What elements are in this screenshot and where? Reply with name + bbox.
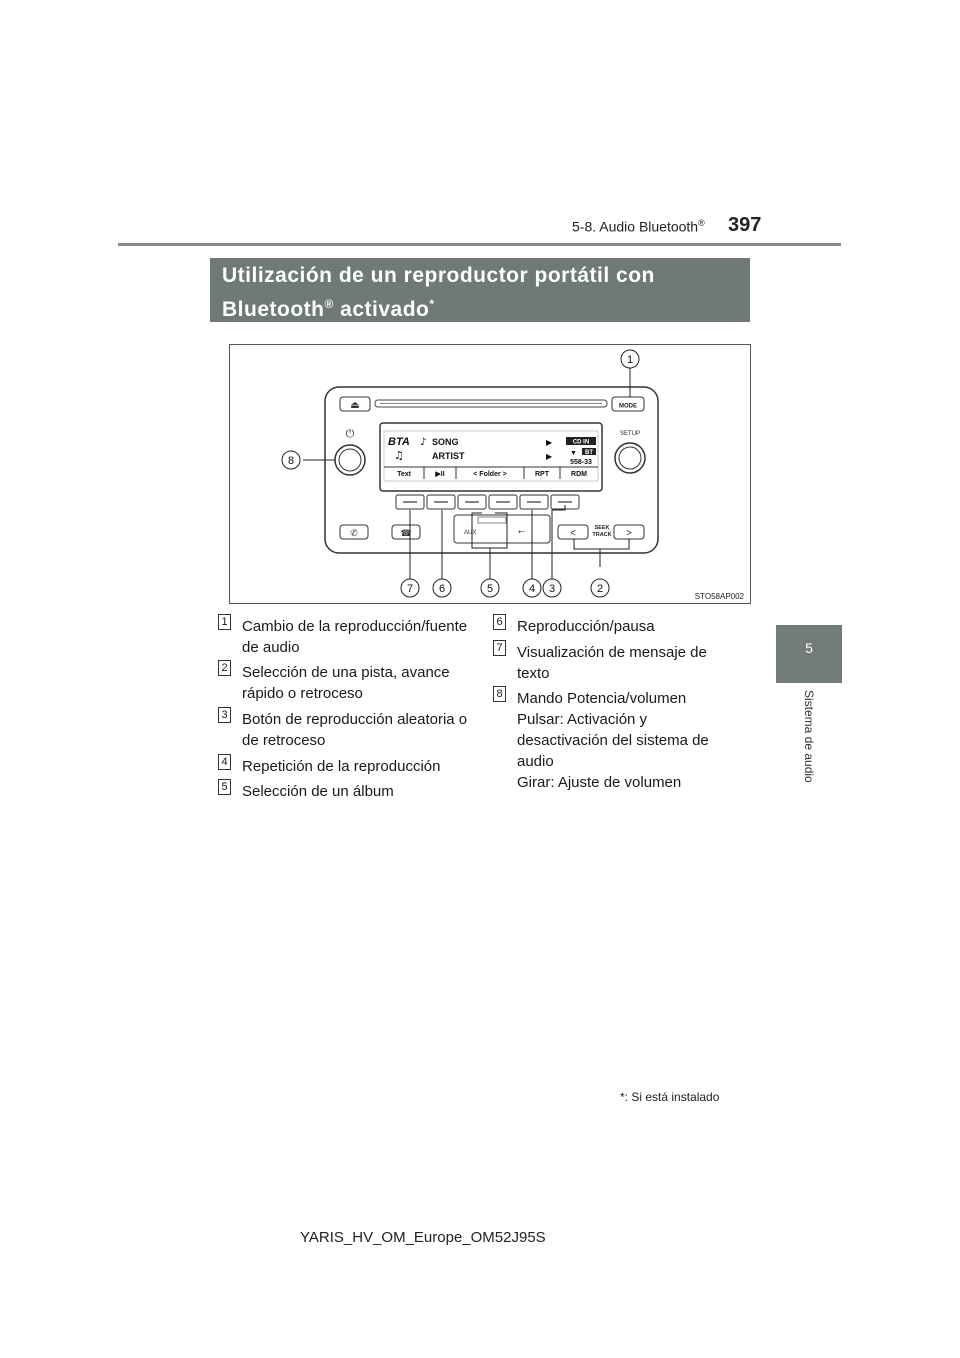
aux-label: AUX — [464, 530, 477, 536]
svg-text:♪: ♪ — [420, 437, 427, 448]
chevron-right-icon: > — [626, 528, 632, 539]
eject-icon: ⏏ — [350, 400, 360, 411]
display-cd-in: CD IN — [572, 439, 590, 446]
svg-text:▶: ▶ — [546, 452, 553, 461]
phone-icon: ✆ — [350, 529, 358, 539]
svg-text:♫: ♫ — [394, 449, 404, 462]
svg-text:▶: ▶ — [546, 438, 553, 447]
callout-8: 8 — [287, 455, 295, 467]
header-rule — [118, 243, 841, 246]
softkey-folder: < Folder > — [473, 471, 507, 478]
display-time: 558-33 — [570, 459, 592, 466]
track-label: TRACK — [592, 532, 612, 538]
item-badge: 5 — [218, 779, 231, 795]
item-badge: 8 — [493, 686, 506, 702]
display-artist: ARTIST — [432, 451, 465, 461]
display-source: BTA — [388, 436, 410, 448]
item-badge: 7 — [493, 640, 506, 656]
footnote: *: Si está instalado — [620, 1090, 720, 1104]
callout-3: 3 — [548, 583, 556, 595]
softkey-rpt: RPT — [535, 471, 549, 478]
softkey-text: Text — [397, 471, 411, 478]
item-badge: 3 — [218, 707, 231, 723]
chapter-title: Sistema de audio — [802, 690, 816, 783]
callout-1: 1 — [626, 354, 634, 366]
display-song: SONG — [432, 437, 459, 447]
phone-hangup-icon: ☎ — [400, 529, 412, 539]
display-bt: BT — [585, 450, 593, 456]
softkey-rdm: RDM — [571, 471, 587, 478]
audio-unit-illustration — [230, 345, 750, 603]
callout-4: 4 — [528, 583, 536, 595]
svg-text:▼: ▼ — [570, 450, 577, 457]
item-badge: 4 — [218, 754, 231, 770]
chevron-left-icon: < — [570, 528, 576, 539]
audio-unit-figure — [229, 344, 751, 604]
chapter-number: 5 — [805, 640, 813, 656]
callout-5: 5 — [486, 583, 494, 595]
callout-7: 7 — [406, 583, 414, 595]
seek-label: SEEK — [594, 525, 610, 531]
softkey-play-pause: ▶II — [435, 471, 445, 478]
figure-code: STO58AP002 — [694, 592, 744, 601]
callout-6: 6 — [438, 583, 446, 595]
page-number: 397 — [728, 214, 762, 236]
setup-label: SETUP — [619, 431, 641, 437]
item-badge: 6 — [493, 614, 506, 630]
banner-title: Utilización de un reproductor portátil con Bluetooth® activado* — [222, 264, 655, 321]
callout-2: 2 — [596, 583, 604, 595]
power-icon: ⏻ — [345, 427, 355, 440]
mode-label: MODE — [619, 403, 637, 410]
document-footer: YARIS_HV_OM_Europe_OM52J95S — [300, 1229, 546, 1246]
item-badge: 1 — [218, 614, 231, 630]
item-badge: 2 — [218, 660, 231, 676]
usb-icon: ⭠ — [518, 527, 526, 537]
section-heading: 5-8. Audio Bluetooth® — [572, 218, 705, 235]
